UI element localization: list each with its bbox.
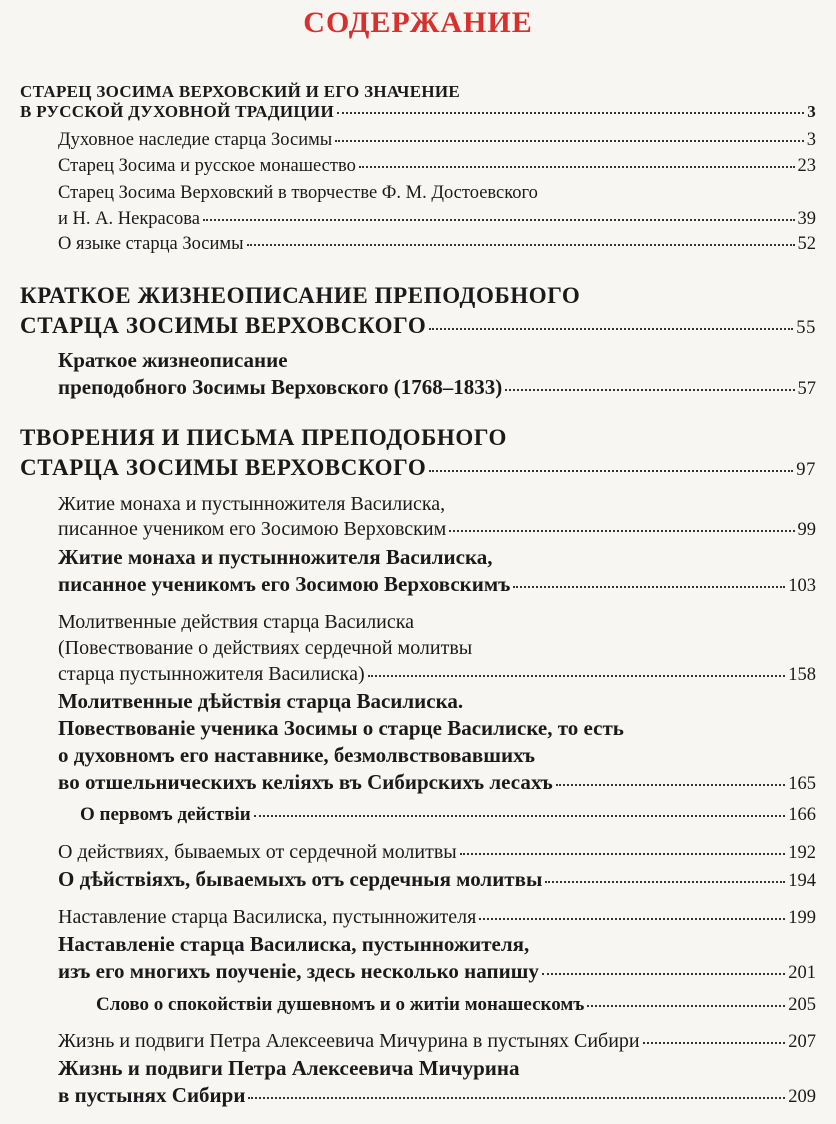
section-heading-line: СТАРЦА ЗОСИМЫ ВЕРХОВСКОГО <box>20 455 427 480</box>
toc-entry[interactable] <box>58 235 816 254</box>
toc-entry[interactable] <box>58 842 816 863</box>
page-number: 192 <box>788 843 816 863</box>
entry-title: О дѣйствіяхъ, бываемыхъ отъ сердечныя молитвы <box>58 867 543 891</box>
entry-title: в пустынях Сибири <box>58 1083 246 1107</box>
entry-title-line: о духовномъ его наставнике, безмолвствовавшихъ <box>58 743 535 767</box>
dot-leader <box>335 140 804 142</box>
page-number: 52 <box>797 234 816 254</box>
dot-leader <box>429 470 793 472</box>
page-number: 165 <box>788 774 816 794</box>
entry-title-line: Жизнь и подвиги Петра Алексеевича Мичурина <box>58 1056 520 1080</box>
dot-leader <box>429 328 793 330</box>
dot-leader <box>479 918 785 920</box>
entry-title: Жизнь и подвиги Петра Алексеевича Мичурина в пустынях Сибири <box>58 1030 640 1052</box>
toc-entry[interactable] <box>58 664 816 685</box>
section-heading-line: СТАРЦА ЗОСИМЫ ВЕРХОВСКОГО <box>20 313 427 338</box>
dot-leader <box>203 219 795 221</box>
entry-title-line: (Повествование о действиях сердечной молитвы <box>58 637 473 659</box>
toc-entry[interactable] <box>58 131 816 150</box>
entry-title: преподобного Зосимы Верховского (1768–1833) <box>58 375 503 399</box>
entry-title: Духовное наследие старца Зосимы <box>58 130 333 150</box>
page-number: 166 <box>788 805 816 825</box>
dot-leader <box>359 166 795 168</box>
dot-leader <box>337 112 804 114</box>
section-heading-line: КРАТКОЕ ЖИЗНЕОПИСАНИЕ ПРЕПОДОБНОГО <box>20 283 581 308</box>
toc-entry-section-2[interactable] <box>20 314 816 338</box>
page-number: 209 <box>788 1087 816 1107</box>
page-number: 39 <box>797 209 816 229</box>
page-number: 57 <box>797 379 816 399</box>
dot-leader <box>247 244 795 246</box>
dot-leader <box>449 530 794 532</box>
entry-title: во отшельническихъ келіяхъ въ Сибирскихъ лесахъ <box>58 770 553 794</box>
entry-title: и Н. А. Некрасова <box>58 209 200 229</box>
page-number: 205 <box>788 995 816 1015</box>
page-title: СОДЕРЖАНИЕ <box>303 6 533 39</box>
page-number: 158 <box>788 665 816 685</box>
page-number: 3 <box>806 130 816 150</box>
page-number: 103 <box>788 576 816 596</box>
toc-entry[interactable] <box>58 377 816 399</box>
entry-title: старца пустынножителя Василиска) <box>58 663 365 685</box>
entry-title: О действиях, бываемых от сердечной молитвы <box>58 841 457 863</box>
entry-title-line: Наставленіе старца Василиска, пустынножителя, <box>58 932 530 956</box>
page-number: 199 <box>788 908 816 928</box>
toc-entry[interactable] <box>58 574 816 596</box>
page-number: 201 <box>788 963 816 983</box>
dot-leader <box>542 973 785 975</box>
dot-leader <box>643 1042 786 1044</box>
entry-title-line: Повествованіе ученика Зосимы о старце Василиске, то есть <box>58 716 624 740</box>
page-number: 23 <box>797 156 816 176</box>
entry-title: О языке старца Зосимы <box>58 234 244 254</box>
toc-entry-section-1[interactable] <box>20 103 816 120</box>
dot-leader <box>248 1097 785 1099</box>
page-number: 55 <box>796 318 816 338</box>
entry-title-line: Старец Зосима Верховский в творчестве Ф. М. Достоевского <box>58 183 538 203</box>
entry-title: Старец Зосима и русское монашество <box>58 156 356 176</box>
section-heading-line: В РУССКОЙ ДУХОВНОЙ ТРАДИЦИИ <box>20 102 334 121</box>
entry-title-line: Житие монаха и пустынножителя Василиска, <box>58 545 493 569</box>
dot-leader <box>513 586 785 588</box>
toc-entry[interactable] <box>58 869 816 891</box>
toc-entry[interactable] <box>96 995 816 1015</box>
page-number: 97 <box>796 460 816 480</box>
dot-leader <box>368 675 786 677</box>
entry-title: писанное учеником его Зосимою Верховским <box>58 518 447 540</box>
entry-title-line: Молитвенные действия старца Василиска <box>58 611 415 633</box>
dot-leader <box>587 1005 785 1007</box>
dot-leader <box>545 881 785 883</box>
dot-leader <box>505 389 794 391</box>
page-number: 99 <box>797 520 816 540</box>
entry-title-line: Молитвенные дѣйствія старца Василиска. <box>58 689 464 713</box>
toc-entry[interactable] <box>58 1085 816 1107</box>
entry-title: писанное ученикомъ его Зосимою Верховскимъ <box>58 572 511 596</box>
toc-entry[interactable] <box>58 210 816 229</box>
toc-entry[interactable] <box>58 1031 816 1052</box>
entry-title: Наставление старца Василиска, пустынножителя <box>58 906 477 928</box>
toc-entry[interactable] <box>58 961 816 983</box>
toc-entry[interactable] <box>80 805 816 825</box>
toc-entry[interactable] <box>58 519 816 540</box>
toc-entry[interactable] <box>58 772 816 794</box>
toc-entry[interactable] <box>58 157 816 176</box>
entry-title-line: Краткое жизнеописание <box>58 348 288 372</box>
entry-title-line: Житие монаха и пустынножителя Василиска, <box>58 493 446 515</box>
section-heading-line: ТВОРЕНИЯ И ПИСЬМА ПРЕПОДОБНОГО <box>20 425 508 450</box>
entry-title: Слово о спокойствіи душевномъ и о житіи монашескомъ <box>96 994 585 1015</box>
dot-leader <box>556 784 785 786</box>
section-heading-line: СТАРЕЦ ЗОСИМА ВЕРХОВСКИЙ И ЕГО ЗНАЧЕНИЕ <box>20 82 461 101</box>
entry-title: изъ его многихъ поученіе, здесь несколько напишу <box>58 959 539 983</box>
dot-leader <box>254 815 785 817</box>
toc-entry[interactable] <box>58 907 816 928</box>
dot-leader <box>460 853 786 855</box>
entry-title: О первомъ действіи <box>80 804 251 825</box>
page-number: 3 <box>807 102 816 121</box>
page-number: 207 <box>788 1032 816 1052</box>
toc-entry-section-3[interactable] <box>20 456 816 480</box>
page-number: 194 <box>788 871 816 891</box>
